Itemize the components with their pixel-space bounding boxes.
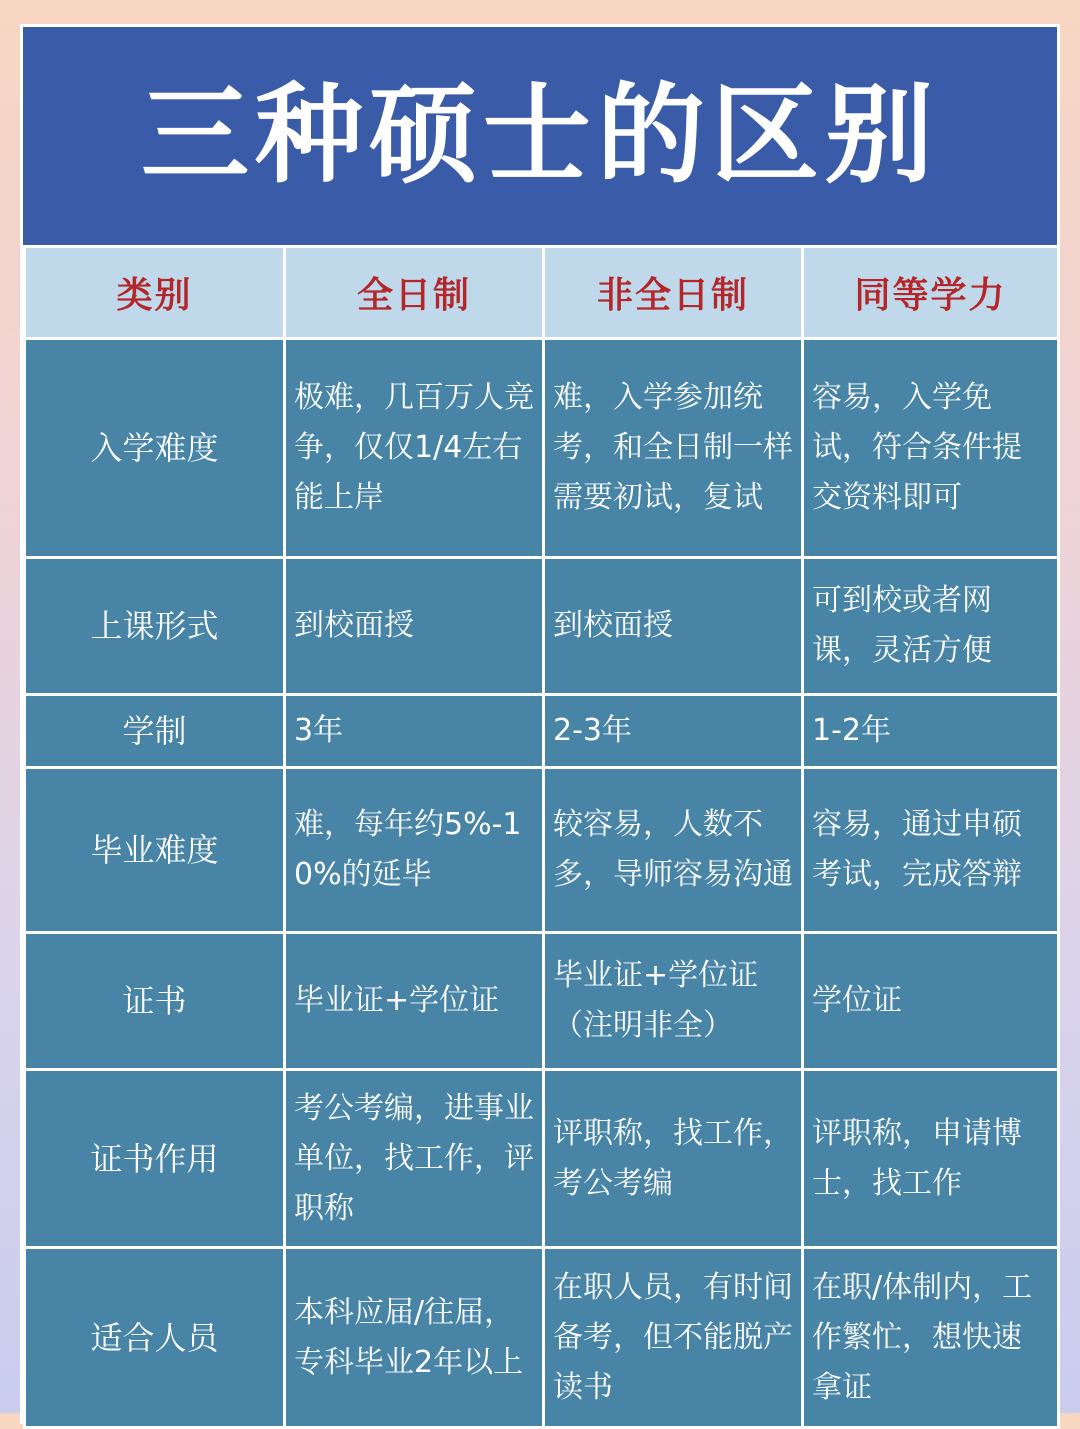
- cell-full-time: 考公考编，进事业单位，找工作，评职称: [285, 1070, 544, 1248]
- header-full-time: 全日制: [285, 247, 544, 339]
- table-row: [25, 558, 1059, 695]
- cell-equivalent: 1-2年: [803, 695, 1059, 768]
- table-row: [25, 1248, 1059, 1428]
- row-category: 入学难度: [25, 339, 285, 558]
- cell-equivalent: 评职称，申请博士，找工作: [803, 1070, 1059, 1248]
- cell-part-time: 毕业证+学位证（注明非全）: [544, 933, 803, 1070]
- table-row: [25, 933, 1059, 1070]
- row-category: 毕业难度: [25, 768, 285, 933]
- page-title: 三种硕士的区别: [140, 73, 939, 198]
- cell-equivalent: 学位证: [803, 933, 1059, 1070]
- cell-equivalent: 容易，入学免试，符合条件提交资料即可: [803, 339, 1059, 558]
- title-banner: [23, 27, 1057, 245]
- cell-full-time: 毕业证+学位证: [285, 933, 544, 1070]
- cell-equivalent: 容易，通过申硕考试，完成答辩: [803, 768, 1059, 933]
- comparison-card: [20, 24, 1060, 1424]
- cell-part-time: 到校面授: [544, 558, 803, 695]
- cell-part-time: 2-3年: [544, 695, 803, 768]
- row-category: 上课形式: [25, 558, 285, 695]
- header-category: 类别: [25, 247, 285, 339]
- cell-part-time: 评职称，找工作，考公考编: [544, 1070, 803, 1248]
- table-row: [25, 695, 1059, 768]
- comparison-table: [23, 245, 1060, 1429]
- header-equivalent: 同等学力: [803, 247, 1059, 339]
- table-row: [25, 339, 1059, 558]
- header-part-time: 非全日制: [544, 247, 803, 339]
- cell-full-time: 难，每年约5%-10%的延毕: [285, 768, 544, 933]
- cell-part-time: 难，入学参加统考，和全日制一样需要初试，复试: [544, 339, 803, 558]
- row-category: 适合人员: [25, 1248, 285, 1428]
- cell-equivalent: 在职/体制内，工作繁忙，想快速拿证: [803, 1248, 1059, 1428]
- cell-full-time: 本科应届/往届，专科毕业2年以上: [285, 1248, 544, 1428]
- cell-full-time: 到校面授: [285, 558, 544, 695]
- cell-part-time: 在职人员，有时间备考，但不能脱产读书: [544, 1248, 803, 1428]
- table-header-row: [25, 247, 1059, 339]
- row-category: 证书: [25, 933, 285, 1070]
- cell-full-time: 3年: [285, 695, 544, 768]
- cell-part-time: 较容易，人数不多，导师容易沟通: [544, 768, 803, 933]
- table-row: [25, 1070, 1059, 1248]
- cell-full-time: 极难，几百万人竞争，仅仅1/4左右能上岸: [285, 339, 544, 558]
- row-category: 学制: [25, 695, 285, 768]
- row-category: 证书作用: [25, 1070, 285, 1248]
- table-row: [25, 768, 1059, 933]
- cell-equivalent: 可到校或者网课，灵活方便: [803, 558, 1059, 695]
